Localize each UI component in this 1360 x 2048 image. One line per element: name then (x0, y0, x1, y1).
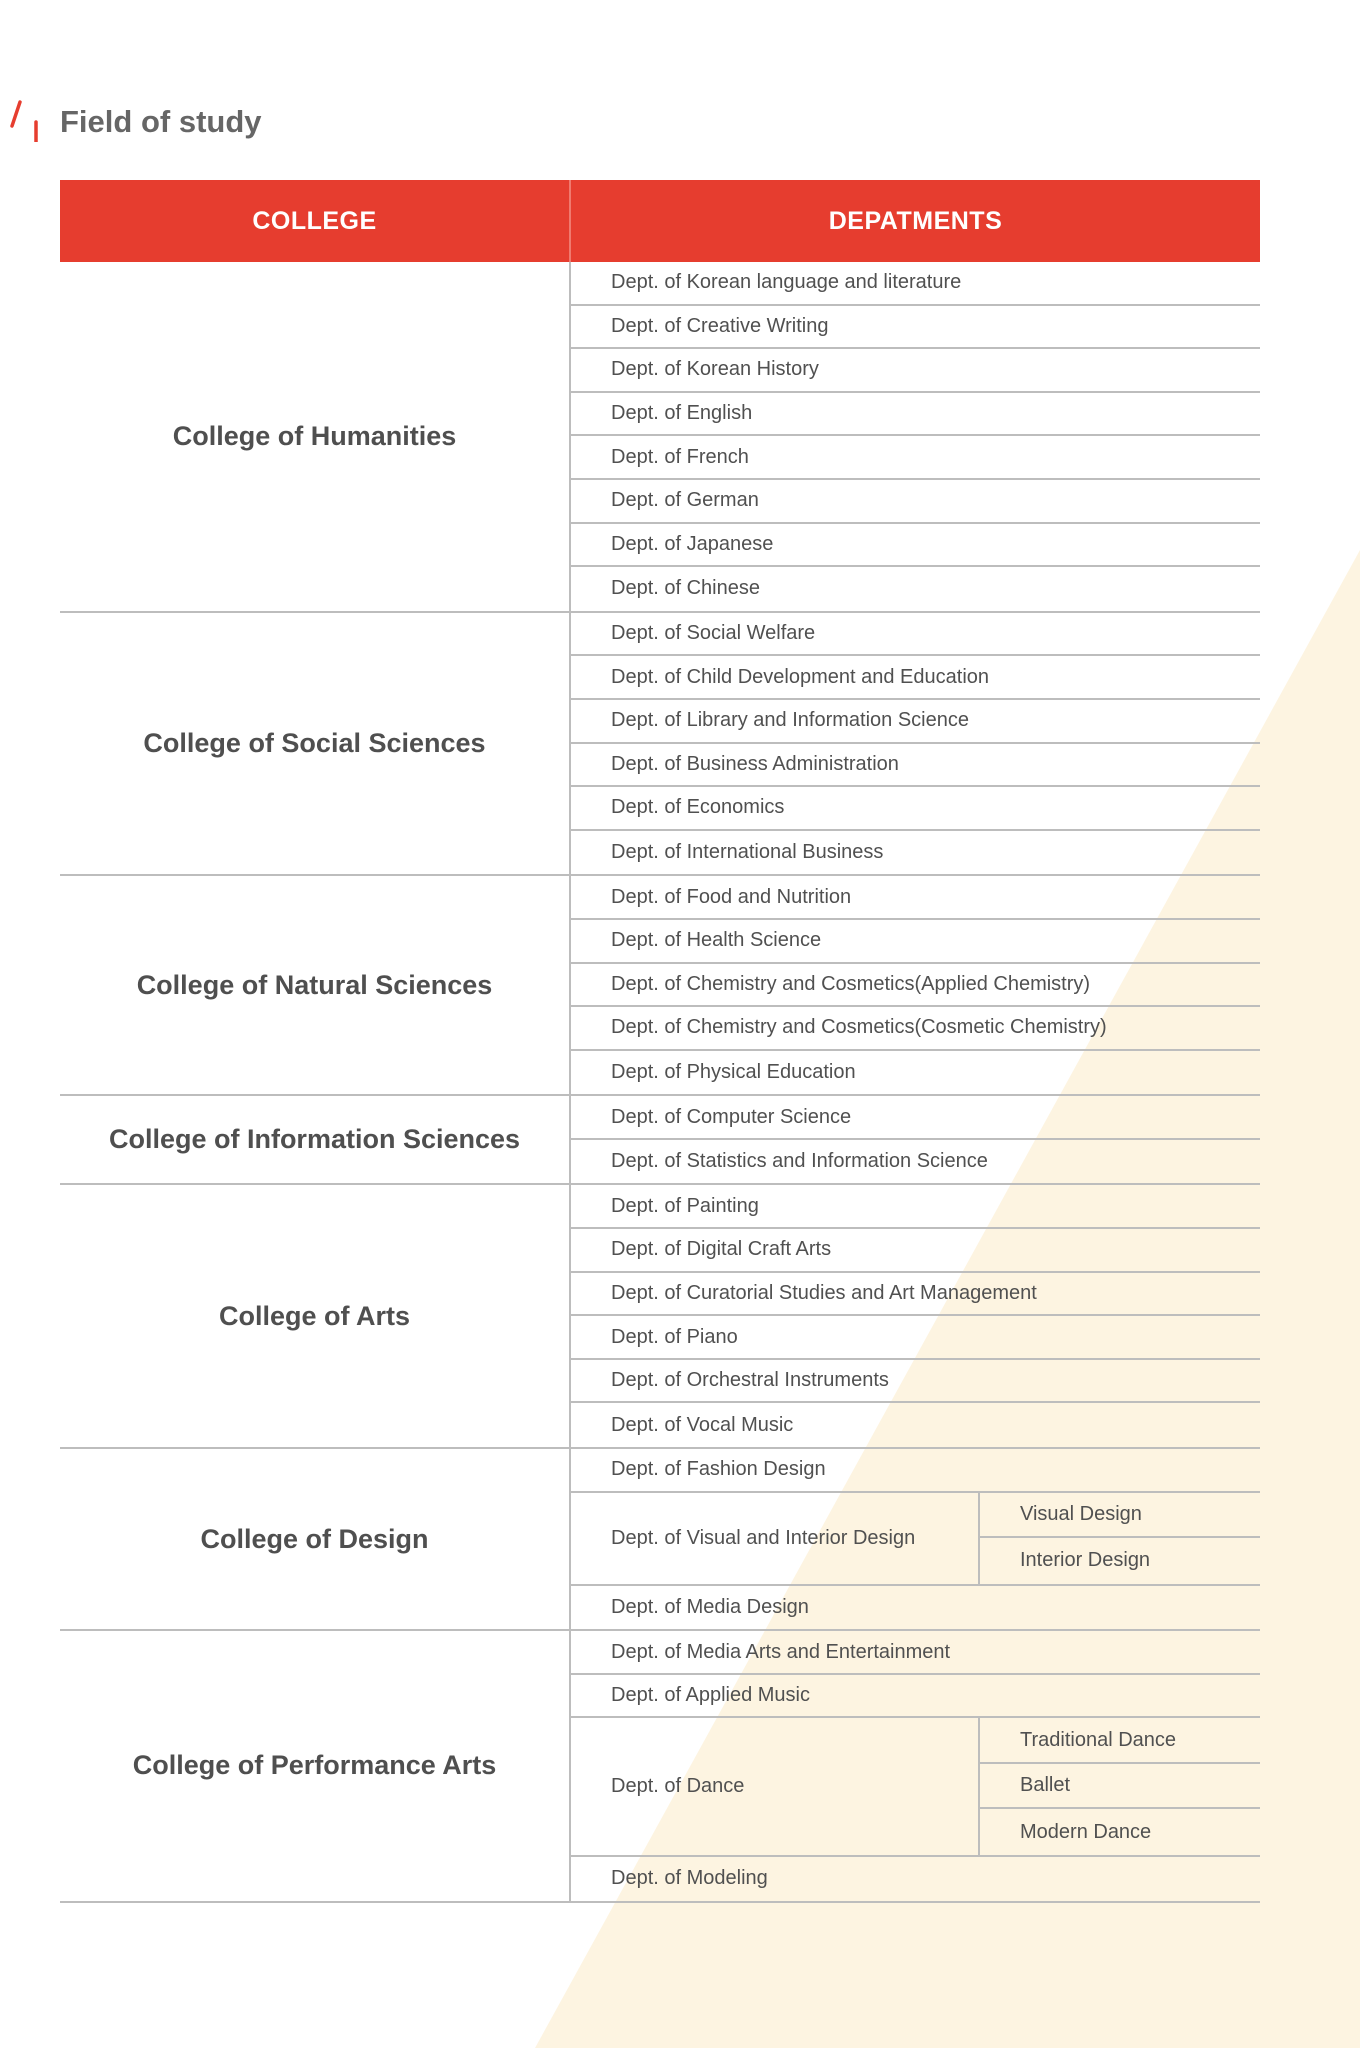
department-row: Dept. of Business Administration (571, 744, 1260, 788)
department-row: Dept. of Creative Writing (571, 306, 1260, 350)
department-row: Dept. of Media Design (611, 1595, 809, 1618)
major-list (980, 1493, 1260, 1584)
department-row: Dept. of Modeling (611, 1867, 768, 1890)
department-row: Dept. of Economics (571, 787, 1260, 831)
department-list (571, 876, 1260, 1094)
department-row: Dept. of Orchestral Instruments (571, 1360, 1260, 1404)
department-row: Dept. of Food and Nutrition (571, 876, 1260, 920)
department-row: Dept. of Computer Science (571, 1096, 1260, 1140)
department-row: Dept. of Digital Craft Arts (571, 1229, 1260, 1273)
college-name: College of Information Sciences (60, 1096, 571, 1183)
department-row: Dept. of Health Science (571, 920, 1260, 964)
column-header-departments: DEPATMENTS (828, 206, 1003, 235)
department-row: Dept. of Chemistry and Cosmetics(Applied Chemistry) (571, 964, 1260, 1008)
major-list (980, 1718, 1260, 1855)
college-group (60, 1096, 1260, 1185)
college-name: College of Humanities (60, 262, 571, 611)
department-row: Dept. of French (571, 436, 1260, 480)
column-header-college: COLLEGE (60, 180, 571, 262)
page-title: Field of study (60, 104, 262, 139)
department-list (571, 262, 1260, 611)
college-group (60, 1631, 1260, 1902)
department-row: Dept. of Japanese (571, 524, 1260, 568)
department-row: Dept. of Curatorial Studies and Art Management (571, 1273, 1260, 1317)
department-row: Dept. of Physical Education (611, 1060, 856, 1083)
department-row-with-majors (571, 1718, 1260, 1857)
department-list (571, 613, 1260, 875)
department-list (571, 1185, 1260, 1447)
department-row: Dept. of Painting (571, 1185, 1260, 1229)
department-row: Dept. of International Business (611, 841, 884, 864)
college-name: College of Performance Arts (60, 1631, 571, 1900)
department-list (571, 1631, 1260, 1900)
college-group (60, 613, 1260, 877)
major-name: Interior Design (1020, 1549, 1151, 1572)
department-row: Dept. of Vocal Music (611, 1413, 794, 1436)
department-row: Dept. of Social Welfare (571, 613, 1260, 657)
college-name: College of Arts (60, 1185, 571, 1447)
college-name: College of Design (60, 1449, 571, 1629)
department-row: Dept. of Fashion Design (571, 1449, 1260, 1493)
department-row: Dept. of Korean History (571, 349, 1260, 393)
table-body (60, 262, 1260, 1903)
college-name: College of Natural Sciences (60, 876, 571, 1094)
college-name: College of Social Sciences (60, 613, 571, 875)
department-row-with-majors (571, 1493, 1260, 1586)
department-row: Dept. of Chinese (611, 577, 760, 600)
department-row: Dept. of Statistics and Information Science (611, 1150, 988, 1173)
major-name: Traditional Dance (980, 1718, 1260, 1764)
department-row: Dept. of Child Development and Education (571, 656, 1260, 700)
department-list (571, 1449, 1260, 1629)
slash-mark-icon (4, 92, 44, 142)
department-row: Dept. of Chemistry and Cosmetics(Cosmetic Chemistry) (571, 1007, 1260, 1051)
department-row: Dept. of English (571, 393, 1260, 437)
department-row: Dept. of Library and Information Science (571, 700, 1260, 744)
major-name: Ballet (980, 1764, 1260, 1810)
department-list (571, 1096, 1260, 1183)
college-group (60, 262, 1260, 613)
major-name: Modern Dance (1020, 1820, 1152, 1843)
department-row: Dept. of Piano (571, 1316, 1260, 1360)
department-name: Dept. of Visual and Interior Design (571, 1493, 980, 1584)
department-row: Dept. of German (571, 480, 1260, 524)
college-group (60, 1449, 1260, 1631)
table-header (60, 180, 1260, 262)
department-row: Dept. of Applied Music (571, 1675, 1260, 1719)
department-row: Dept. of Korean language and literature (571, 262, 1260, 306)
department-name: Dept. of Dance (571, 1718, 980, 1855)
department-row: Dept. of Media Arts and Entertainment (571, 1631, 1260, 1675)
college-group (60, 1185, 1260, 1449)
field-of-study-table (60, 180, 1260, 1903)
college-group (60, 876, 1260, 1096)
major-name: Visual Design (980, 1493, 1260, 1539)
